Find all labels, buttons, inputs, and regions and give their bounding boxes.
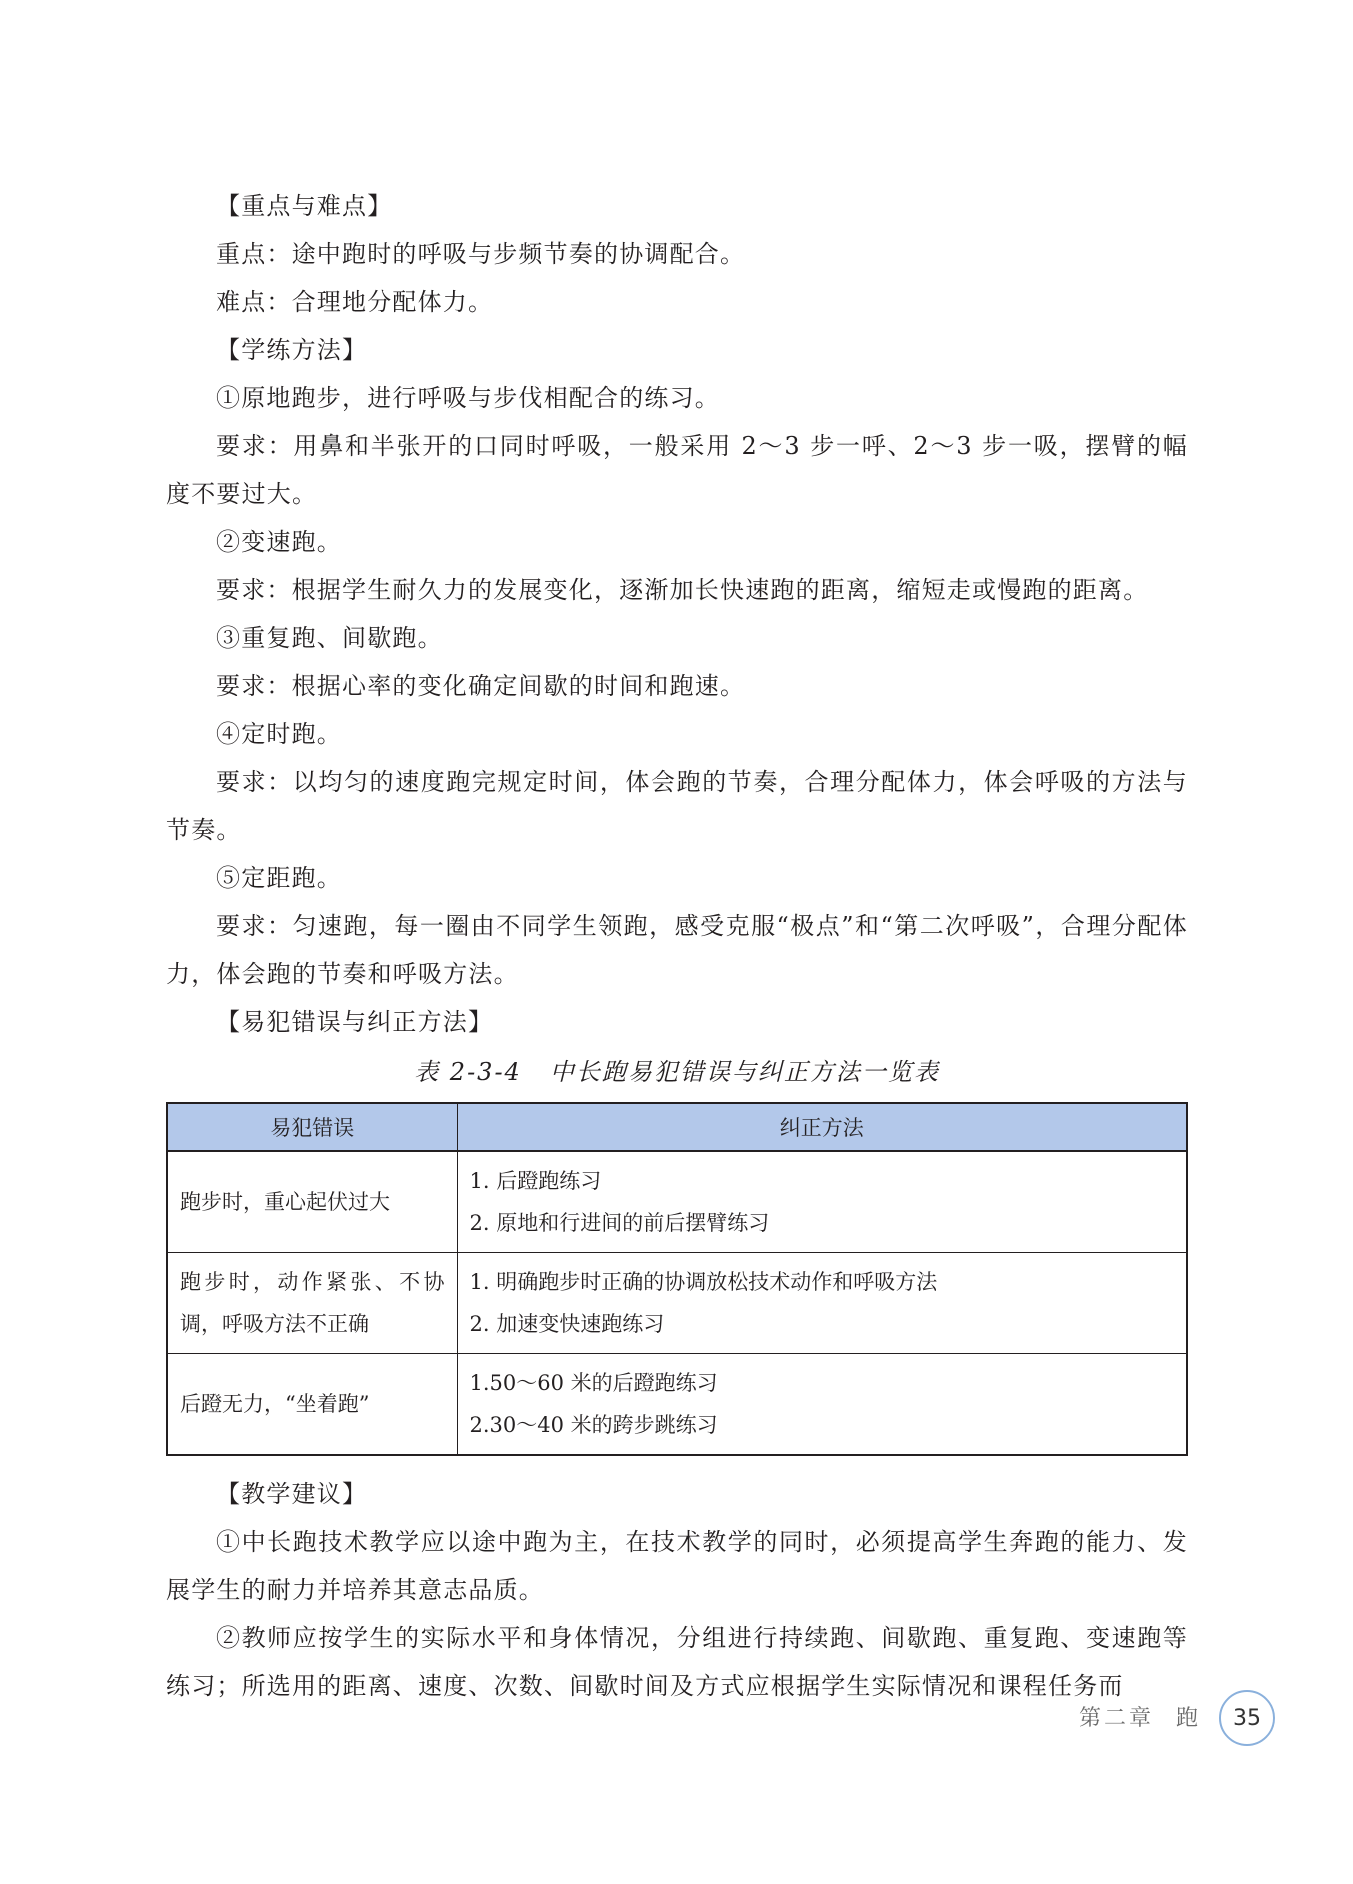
footer-chapter-number: 第二章	[1078, 1706, 1154, 1731]
table-header-row	[167, 1103, 1187, 1151]
section-heading-teaching-suggestions: 【教学建议】	[216, 1480, 368, 1508]
key-point-text: 重点：途中跑时的呼吸与步频节奏的协调配合。	[216, 240, 746, 268]
error-cell: 跑步时，动作紧张、不协调，呼吸方法不正确	[167, 1253, 457, 1354]
table-title: 中长跑易犯错误与纠正方法一览表	[549, 1058, 940, 1086]
teaching-suggestion-paragraph: ①中长跑技术教学应以途中跑为主，在技术教学的同时，必须提高学生奔跑的能力、发展学生的耐力并培养其意志品质。	[166, 1528, 1188, 1604]
table-row	[167, 1253, 1187, 1354]
practice-item-title: ②变速跑。	[216, 528, 342, 556]
fix-item: 1.50～60 米的后蹬跑练习	[469, 1371, 718, 1395]
page-content	[166, 182, 1188, 1710]
practice-item-title: ⑤定距跑。	[216, 864, 342, 892]
table-row	[167, 1354, 1187, 1456]
error-cell: 后蹬无力，“坐着跑”	[167, 1354, 457, 1456]
table-row	[167, 1151, 1187, 1253]
practice-item-requirement: 要求：用鼻和半张开的口同时呼吸，一般采用 2～3 步一呼、2～3 步一吸，摆臂的幅度不要过大。	[166, 432, 1188, 508]
error-cell: 跑步时，重心起伏过大	[167, 1151, 457, 1253]
practice-item-requirement: 要求：根据学生耐久力的发展变化，逐渐加长快速跑的距离，缩短走或慢跑的距离。	[216, 576, 1149, 604]
fix-item: 2. 原地和行进间的前后摆臂练习	[469, 1211, 770, 1235]
fix-item: 2. 加速变快速跑练习	[469, 1312, 665, 1336]
practice-item-title: ③重复跑、间歇跑。	[216, 624, 443, 652]
errors-table	[166, 1102, 1188, 1456]
section-heading-practice-methods: 【学练方法】	[216, 336, 368, 364]
teaching-suggestion-paragraph: ②教师应按学生的实际水平和身体情况，分组进行持续跑、间歇跑、重复跑、变速跑等练习；所选用的距离、速度、次数、间歇时间及方式应根据学生实际情况和课程任务而	[166, 1624, 1188, 1700]
practice-item-title: ④定时跑。	[216, 720, 342, 748]
practice-item-requirement: 要求：根据心率的变化确定间歇的时间和跑速。	[216, 672, 746, 700]
header-fix: 纠正方法	[457, 1103, 1187, 1151]
practice-item-requirement: 要求：匀速跑，每一圈由不同学生领跑，感受克服“极点”和“第二次呼吸”，合理分配体力，体会跑的节奏和呼吸方法。	[166, 912, 1188, 988]
practice-item-requirement: 要求：以均匀的速度跑完规定时间，体会跑的节奏，合理分配体力，体会呼吸的方法与节奏。	[166, 768, 1188, 844]
difficulty-text: 难点：合理地分配体力。	[216, 288, 494, 316]
fix-item: 2.30～40 米的跨步跳练习	[469, 1413, 718, 1437]
fix-item: 1. 后蹬跑练习	[469, 1169, 602, 1193]
section-heading-errors: 【易犯错误与纠正方法】	[216, 1008, 494, 1036]
fix-cell	[457, 1151, 1187, 1253]
fix-item: 1. 明确跑步时正确的协调放松技术动作和呼吸方法	[469, 1270, 938, 1294]
table-number: 表 2-3-4	[414, 1058, 522, 1086]
table-caption	[166, 1050, 1188, 1094]
page-number: 35	[1233, 1705, 1261, 1731]
footer-chapter	[1079, 1701, 1201, 1732]
fix-cell	[457, 1253, 1187, 1354]
footer-chapter-title: 跑	[1175, 1706, 1201, 1731]
header-error: 易犯错误	[167, 1103, 457, 1151]
section-heading-key-points: 【重点与难点】	[216, 192, 393, 220]
fix-cell	[457, 1354, 1187, 1456]
page-number-badge	[1219, 1690, 1275, 1746]
practice-item-title: ①原地跑步，进行呼吸与步伐相配合的练习。	[216, 384, 720, 412]
